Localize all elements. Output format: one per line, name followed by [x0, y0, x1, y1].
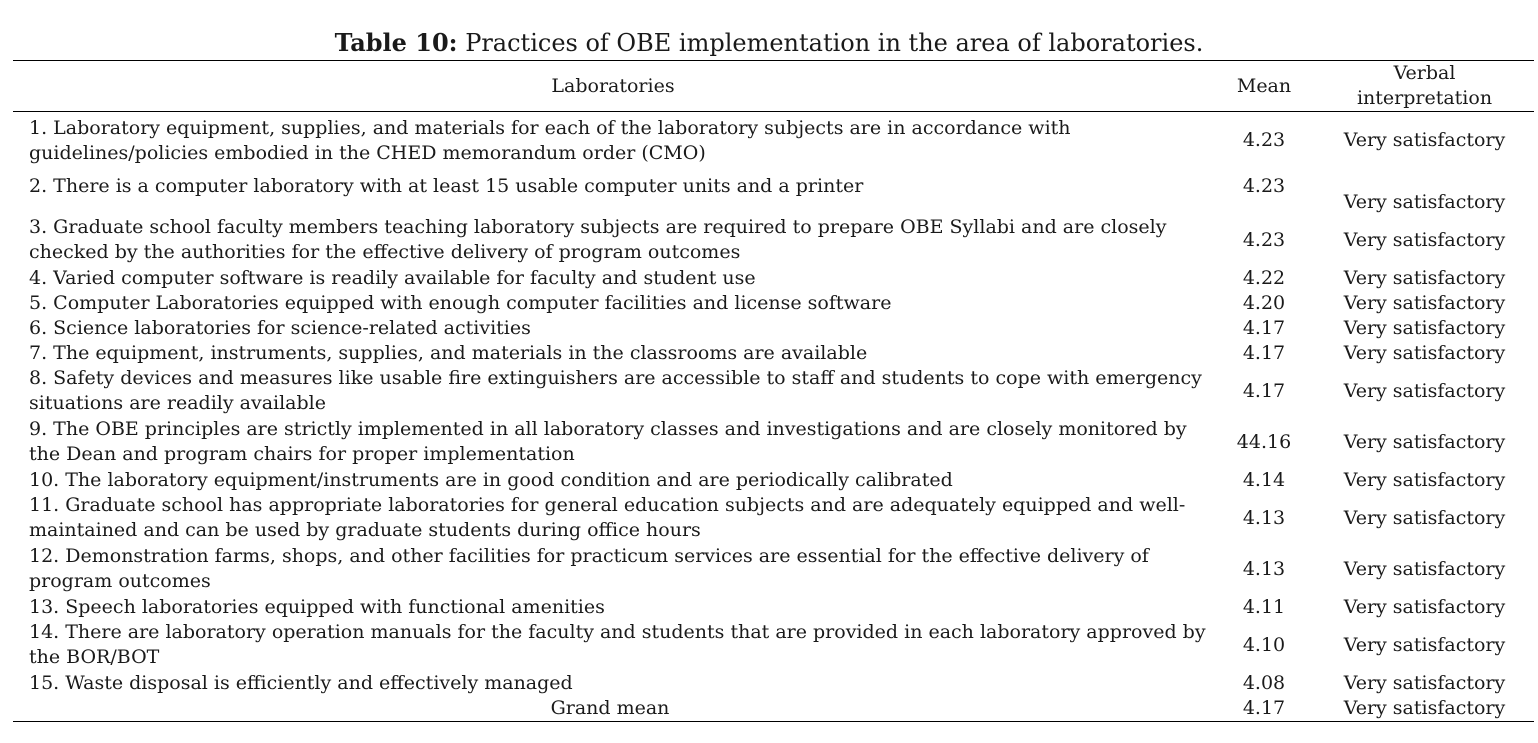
table-row [13, 595, 1534, 620]
row-description: 4. Varied computer software is readily available for faculty and student use [29, 266, 756, 289]
row-interpretation: Very satisfactory [1343, 129, 1506, 152]
table-row [13, 671, 1534, 696]
grand-mean-interpretation: Very satisfactory [1315, 696, 1534, 722]
grand-mean-row [13, 696, 1534, 722]
row-mean: 4.23 [1242, 174, 1286, 197]
row-description: 9. The OBE principles are strictly implemented in all laboratory classes and investigations and are closely monitored by the Dean and program chairs for proper implementation [29, 418, 1187, 465]
row-mean: 44.16 [1236, 430, 1292, 453]
row-mean: 4.20 [1242, 291, 1286, 314]
row-description: 14. There are laboratory operation manuals for the faculty and students that are provided in each laboratory approved by the BOR/BOT [29, 621, 1206, 668]
row-interpretation: Very satisfactory [1343, 341, 1506, 364]
row-description: 15. Waste disposal is efficiently and effectively managed [29, 671, 573, 694]
row-interpretation: Very satisfactory [1343, 266, 1506, 289]
grand-mean-label: Grand mean [13, 696, 1213, 722]
row-mean: 4.22 [1242, 266, 1286, 289]
table-row [13, 493, 1534, 544]
row-description: 1. Laboratory equipment, supplies, and materials for each of the laboratory subjects are in accordance with guidelines/policies embodied in the CHED memorandum order (CMO) [29, 116, 1071, 164]
row-mean: 4.13 [1242, 557, 1286, 580]
row-mean: 4.10 [1242, 633, 1286, 656]
row-mean: 4.11 [1242, 595, 1286, 618]
table-row [13, 112, 1534, 170]
row-spacer-cell [13, 205, 1213, 215]
table-row [13, 417, 1534, 468]
row-description: 11. Graduate school has appropriate laboratories for general education subjects and are adequately equipped and well-maintained and can be used by graduate students during office hours [29, 494, 1186, 541]
header-mean: Mean [1213, 61, 1315, 112]
row-mean: 4.23 [1242, 129, 1286, 152]
table-row [13, 215, 1534, 266]
header-verbal-interpretation [1315, 61, 1534, 112]
row-description: 12. Demonstration farms, shops, and other facilities for practicum services are essential for the effective delivery of program outcomes [29, 545, 1149, 592]
row-description: 6. Science laboratories for science-related activities [29, 316, 531, 339]
table-caption-text: Practices of OBE implementation in the area of laboratories. [465, 29, 1204, 57]
row-interpretation: Very satisfactory [1343, 557, 1506, 580]
table-row [13, 544, 1534, 595]
row-interpretation: Very satisfactory [1343, 190, 1506, 213]
row-interpretation: Very satisfactory [1343, 379, 1506, 402]
row-interpretation: Very satisfactory [1343, 316, 1506, 339]
row-interpretation: Very satisfactory [1343, 291, 1506, 314]
row-description: 8. Safety devices and measures like usable fire extinguishers are accessible to staff and students to cope with emergency situations are readily available [29, 367, 1202, 414]
row-interpretation: Very satisfactory [1343, 506, 1506, 529]
row-description: 7. The equipment, instruments, supplies, and materials in the classrooms are available [29, 341, 868, 364]
row-mean: 4.13 [1242, 506, 1286, 529]
table-row [13, 341, 1534, 366]
row-description: 5. Computer Laboratories equipped with enough computer facilities and license software [29, 291, 892, 314]
laboratories-table [13, 60, 1534, 722]
table-row [13, 266, 1534, 291]
row-interpretation: Very satisfactory [1343, 595, 1506, 618]
table-header-row [13, 61, 1534, 112]
header-verbal-line1: Verbal [1393, 62, 1456, 84]
row-interpretation: Very satisfactory [1343, 430, 1506, 453]
row-description: 2. There is a computer laboratory with at least 15 usable computer units and a printer [29, 174, 864, 197]
row-mean: 4.17 [1242, 379, 1286, 402]
row-interpretation: Very satisfactory [1343, 468, 1506, 491]
row-spacer-cell [1213, 205, 1315, 215]
row-mean: 4.17 [1242, 316, 1286, 339]
header-laboratories: Laboratories [13, 61, 1213, 112]
row-mean: 4.17 [1242, 341, 1286, 364]
table-row [13, 170, 1534, 205]
row-interpretation: Very satisfactory [1343, 633, 1506, 656]
header-verbal-line2: interpretation [1356, 87, 1493, 109]
table-caption-label: Table 10: [334, 28, 458, 57]
table-row-spacer [13, 205, 1534, 215]
table-row [13, 291, 1534, 316]
row-mean: 4.08 [1242, 671, 1286, 694]
grand-mean-value: 4.17 [1213, 696, 1315, 722]
row-mean: 4.23 [1242, 228, 1286, 251]
table-row [13, 366, 1534, 417]
row-description: 10. The laboratory equipment/instruments are in good condition and are periodically calibrated [29, 468, 953, 491]
table-row [13, 468, 1534, 493]
row-mean: 4.14 [1242, 468, 1286, 491]
row-interpretation: Very satisfactory [1343, 228, 1506, 251]
row-interpretation: Very satisfactory [1343, 671, 1506, 694]
row-description: 13. Speech laboratories equipped with functional amenities [29, 595, 605, 618]
table-row [13, 620, 1534, 671]
table-row [13, 316, 1534, 341]
row-description: 3. Graduate school faculty members teaching laboratory subjects are required to prepare OBE Syllabi and are closely checked by the authorities for the effective delivery of program outcomes [29, 216, 1167, 263]
table-caption [0, 28, 1538, 58]
